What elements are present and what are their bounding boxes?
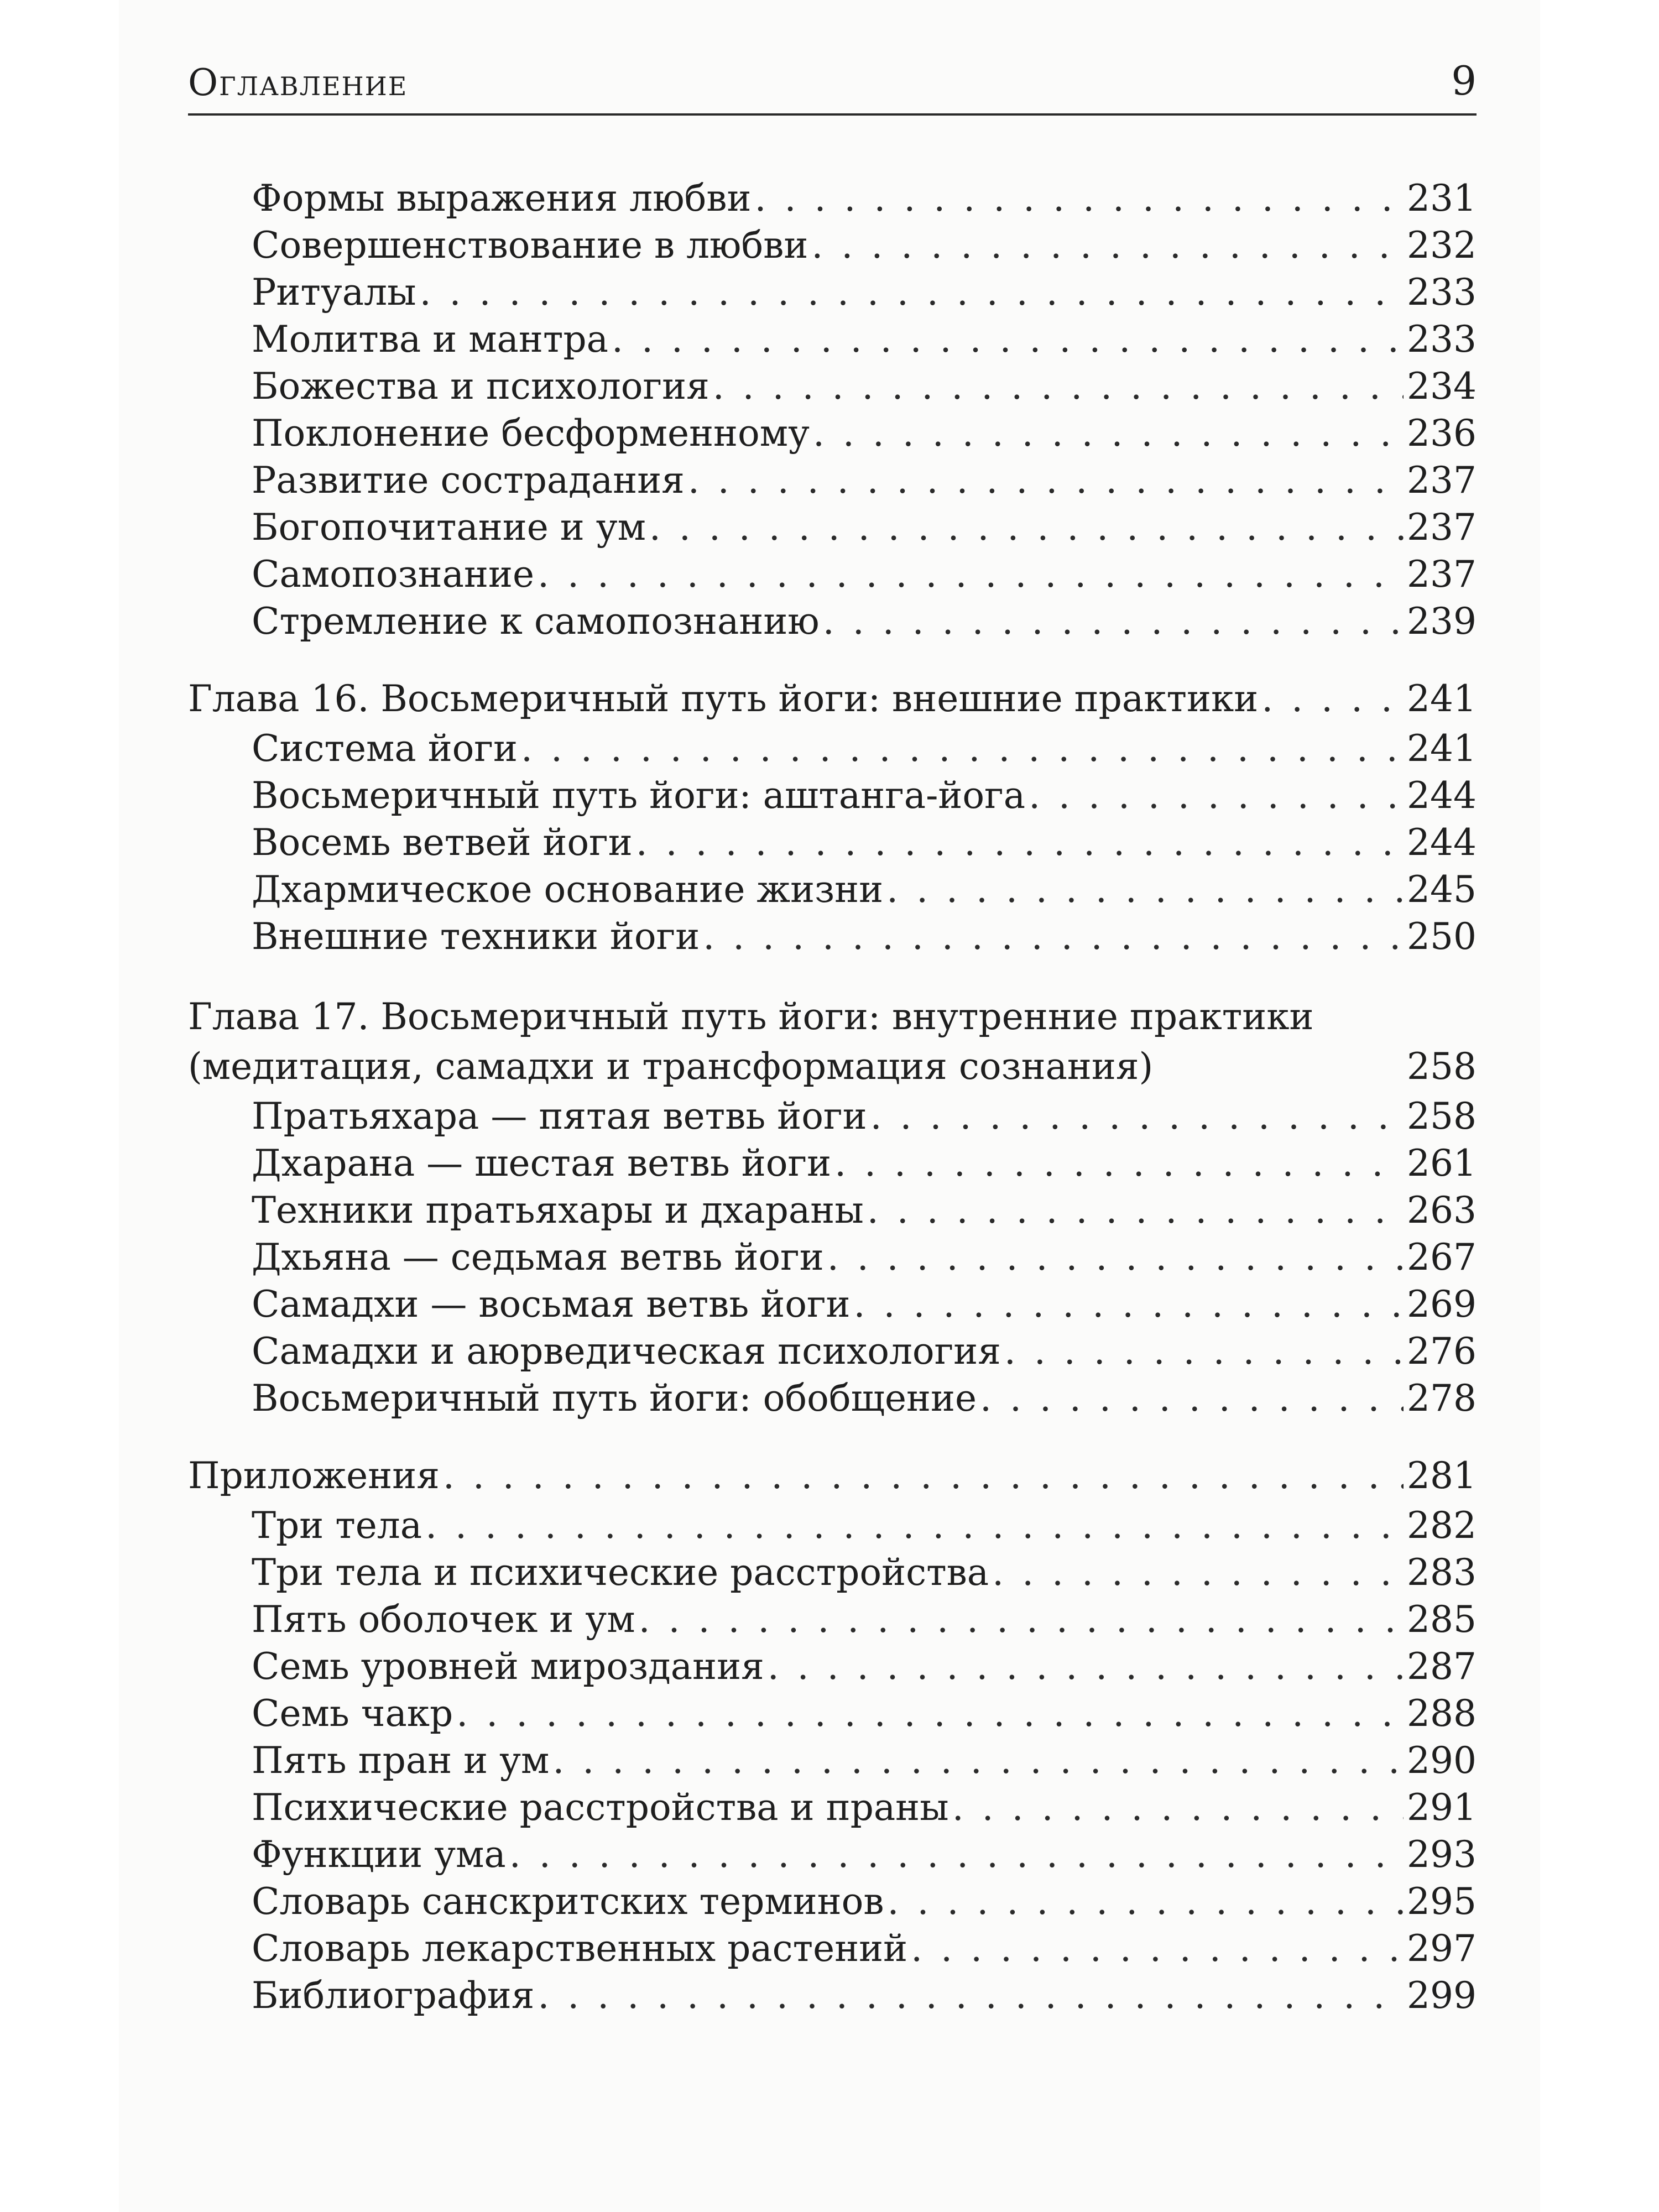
toc-leader-dots [813,409,1404,458]
toc-entry [252,597,1477,646]
toc-entry-title: Пять оболочек и ум [252,1598,635,1641]
toc-leader-dots [755,174,1404,223]
toc-entry [252,1971,1477,2020]
toc-entry-title: Дхарана — шестая ветвь йоги [252,1142,832,1185]
toc-entry-title: Восьмеричный путь йоги: аштанга-йога [252,774,1026,817]
toc-entry-page: 295 [1407,1880,1477,1923]
toc-entry [252,1327,1477,1376]
toc-entry-title: Психические расстройства и праны [252,1786,949,1829]
toc-leader-dots [888,1877,1404,1926]
toc-leader-dots [538,550,1404,599]
toc-entry [252,771,1477,820]
toc-entry [252,268,1477,317]
toc-entry-title: Богопочитание и ум [252,506,646,549]
toc-entry [252,1548,1477,1597]
toc-entry-page: 285 [1407,1598,1477,1641]
toc-leader-dots [952,1783,1404,1832]
toc-entry-title: Самадхи и аюрведическая психология [252,1330,1001,1373]
toc-leader-dots [823,597,1404,646]
toc-entry-title: Семь чакр [252,1692,453,1735]
toc-entry [252,1924,1477,1973]
toc-entry [252,1186,1477,1235]
toc-entry-title: Формы выражения любви [252,177,752,220]
toc-leader-dots [811,221,1404,270]
toc-leader-dots [688,456,1404,505]
toc-leader-dots [1029,771,1404,820]
toc-entry-page: 250 [1407,915,1477,958]
toc-entry-page: 241 [1407,677,1477,720]
toc-entry-title: Три тела [252,1504,422,1547]
toc-entry [252,1501,1477,1550]
toc-entry-title: Совершенствование в любви [252,224,808,267]
toc-entry-page: 278 [1407,1377,1477,1420]
toc-entry [252,1642,1477,1691]
toc-entry-page: 297 [1407,1927,1477,1970]
toc-leader-dots [867,1186,1404,1235]
toc-entry [252,409,1477,458]
toc-entry-title: Библиография [252,1974,535,2017]
toc-entry-page: 232 [1407,224,1477,267]
toc-entry-page: 233 [1407,271,1477,314]
toc-leader-dots [1004,1327,1404,1376]
toc-entry [252,1736,1477,1785]
toc-entry [252,1374,1477,1423]
toc-entry-title: Техники пратьяхары и дхараны [252,1189,864,1232]
toc-entry [252,724,1477,773]
toc-entry-page: 267 [1407,1236,1477,1279]
toc-leader-dots [420,268,1404,317]
toc-leader-dots [911,1924,1404,1973]
toc-entry-page: 287 [1407,1645,1477,1688]
toc-entry-page: 290 [1407,1739,1477,1782]
toc-entry-title: Божества и психология [252,365,709,408]
toc-leader-dots [1261,675,1404,723]
toc-entry-title: Словарь санскритских терминов [252,1880,884,1923]
toc-entry [252,1139,1477,1188]
toc-entry [252,865,1477,914]
toc-entry-page: 281 [1407,1454,1477,1497]
toc-entry-page: 237 [1407,553,1477,596]
toc-entry-title: Поклонение бесформенному [252,412,810,455]
toc-entry [252,1595,1477,1644]
toc-entry-page: 276 [1407,1330,1477,1373]
toc-entry-page: 239 [1407,600,1477,643]
toc-entry-page: 236 [1407,412,1477,455]
toc-entry-title: Дхармическое основание жизни [252,868,884,911]
toc-leader-dots [870,1092,1404,1141]
toc-entry-page: 258 [1407,1095,1477,1138]
toc-entry-page: 293 [1407,1833,1477,1876]
toc-entry [252,1783,1477,1832]
toc-entry-title: Словарь лекарственных растений [252,1927,908,1970]
toc-leader-dots [834,1139,1404,1188]
toc-entry-page: 237 [1407,506,1477,549]
toc-entry-title: Самопознание [252,553,535,596]
toc-leader-dots [980,1374,1404,1423]
toc-entry-title: Система йоги [252,727,518,770]
toc-entry-page: 288 [1407,1692,1477,1735]
toc-leader-dots [827,1233,1404,1282]
toc-entry-page: 241 [1407,727,1477,770]
toc-entry [252,1830,1477,1879]
toc-entry-page: 291 [1407,1786,1477,1829]
toc-chapter [188,1452,1477,1500]
toc-leader-dots [713,362,1404,411]
toc-entry-title: Три тела и психические расстройства [252,1551,989,1594]
toc-entry-page: 231 [1407,177,1477,220]
toc-entry-page: 234 [1407,365,1477,408]
toc-entry [252,503,1477,552]
page-number: 9 [1451,58,1477,104]
toc-chapter-title: Глава 16. Восьмеричный путь йоги: внешние практики [188,677,1259,720]
toc-leader-dots [538,1971,1404,2020]
toc-entry-title: Восьмеричный путь йоги: обобщение [252,1377,977,1420]
toc-entry-page: 244 [1407,821,1477,864]
toc-leader-dots [639,1595,1404,1644]
toc-entry [252,221,1477,270]
toc-leader-dots [768,1642,1404,1691]
toc-leader-dots [456,1689,1404,1738]
toc-entry-page: 269 [1407,1283,1477,1326]
toc-leader-dots [509,1830,1404,1879]
toc-entry-page: 261 [1407,1142,1477,1185]
toc-entry-title: Самадхи — восьмая ветвь йоги [252,1283,851,1326]
toc-entry-page: 282 [1407,1504,1477,1547]
toc-leader-dots [992,1548,1404,1597]
toc-entry-title: Развитие сострадания [252,459,685,502]
toc-leader-dots [703,912,1404,961]
toc-entry-page: 237 [1407,459,1477,502]
toc-entry-page: 263 [1407,1189,1477,1232]
toc-entry [252,550,1477,599]
toc-entry-page: 299 [1407,1974,1477,2017]
toc-leader-dots [886,865,1404,914]
toc-chapter [188,1042,1477,1091]
toc-entry-title: Ритуалы [252,271,416,314]
toc-entry [252,456,1477,505]
toc-chapter-title-line1: Глава 17. Восьмеричный путь йоги: внутренние практики [188,995,1314,1038]
toc-entry [252,1280,1477,1329]
toc-entry-page: 258 [1407,1045,1477,1088]
toc-entry-page: 244 [1407,774,1477,817]
toc-entry-title: Внешние техники йоги [252,915,700,958]
toc-chapter-title: Приложения [188,1454,440,1497]
toc-entry [252,174,1477,223]
toc-chapter-title: (медитация, самадхи и трансформация сознания) [188,1045,1154,1088]
toc-entry [252,362,1477,411]
toc-leader-dots [521,724,1404,773]
toc-chapter [188,675,1477,723]
header-title: Оглавление [188,61,408,104]
toc-entry-title: Пратьяхара — пятая ветвь йоги [252,1095,867,1138]
toc-entry-title: Функции ума [252,1833,506,1876]
toc-entry [252,1877,1477,1926]
toc-leader-dots [612,315,1404,364]
toc-entry [252,1689,1477,1738]
toc-entry-page: 245 [1407,868,1477,911]
toc-entry-title: Стремление к самопознанию [252,600,820,643]
toc-leader-dots [854,1280,1404,1329]
toc-entry-title: Пять пран и ум [252,1739,550,1782]
toc-entry-page: 283 [1407,1551,1477,1594]
toc-entry [252,1092,1477,1141]
toc-leader-dots [552,1736,1404,1785]
toc-entry-title: Молитва и мантра [252,318,608,361]
toc-entry [252,1233,1477,1282]
toc-entry-title: Дхьяна — седьмая ветвь йоги [252,1236,824,1279]
toc-entry-title: Восемь ветвей йоги [252,821,633,864]
toc-leader-dots [425,1501,1404,1550]
toc-entry [252,315,1477,364]
toc-leader-dots [636,818,1404,867]
toc-leader-dots [649,503,1404,552]
toc-entry [252,912,1477,961]
toc-entry-page: 233 [1407,318,1477,361]
toc-entry-title: Семь уровней мироздания [252,1645,764,1688]
toc-leader-dots [443,1452,1404,1500]
toc-entry [252,818,1477,867]
